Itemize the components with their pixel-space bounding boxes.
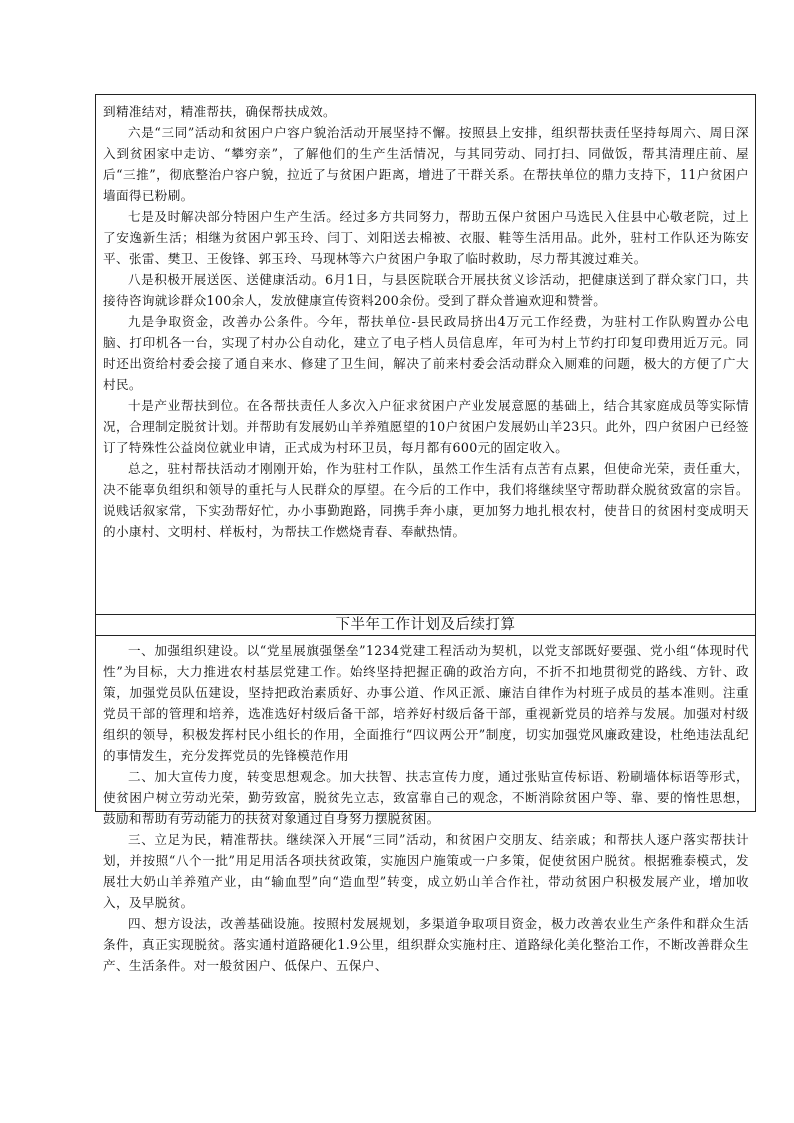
paragraph-item-9: 九是争取资金，改善办公条件。今年，帮扶单位-县民政局挤出4万元工作经费，为驻村工作队购置办公电脑、打印机各一台，实现了村办公自动化，建立了电子档人员信息库，年可为村上节约打印复印费用近万元。同时还出资给村委会接了通自来水、修建了卫生间，解决了前来村委会活动群众入厕难的问题，极大的方便了广大村民。 [103, 314, 749, 392]
paragraph-continuation: 到精准结对，精准帮扶，确保帮扶成效。 [103, 104, 336, 119]
paragraph-item-7: 七是及时解决部分特困户生产生活。经过多方共同努力，帮助五保户贫困户马选民入住县中心敬老院，过上了安逸新生活；相继为贫困户郭玉玲、闫丁、刘阳送去棉被、衣服、鞋等生活用品。此外，驻村工作队还为陈安平、张雷、樊卫、王俊锋、郭玉玲、马现林等六户贫困户争取了临时救助，尽力帮其渡过难关。 [103, 209, 749, 266]
section-heading: 下半年工作计划及后续打算 [96, 614, 755, 636]
paragraph-item-6: 六是“三同”活动和贫困户户容户貌治活动开展坚持不懈。按照县上安排，组织帮扶责任坚持每周六、周日深入到贫困家中走访、“攀穷亲”，了解他们的生产生活情况，与其同劳动、同打扫、同做饭，帮其清理庄前、屋后“三推”，彻底整治户容户貌，拉近了与贫困户距离，增进了干群关系。在帮扶单位的鼎力支持下，11户贫困户墙面得已粉刷。 [103, 125, 749, 203]
report-table [95, 94, 756, 973]
plan-item-4: 四、想方设法，改善基础设施。按照村发展规划，多渠道争取项目资金，极力改善农业生产条件和群众生活条件，真正实现脱贫。落实通村道路硬化1.9公里，组织群众实施村庄、道路绿化美化整治工作，不断改善群众生产、生活条件。对一般贫困户、低保户、五保户、 [103, 916, 749, 973]
paragraph-item-10: 十是产业帮扶到位。在各帮扶责任人多次入户征求贫困户产业发展意愿的基础上，结合其家庭成员等实际情况，合理制定脱贫计划。并帮助有发展奶山羊养殖愿望的10户贫困户发展奶山羊23只。此外，四户贫困户已经签订了特殊性公益岗位就业申请，正式成为村环卫员，每月都有600元的固定收入。 [103, 398, 749, 455]
plan-cell [96, 636, 755, 973]
plan-item-3: 三、立足为民，精准帮扶。继续深入开展“三同”活动，和贫困户交朋友、结亲戚；和帮扶人逐户落实帮扶计划，并按照“八个一批”用足用活各项扶贫政策，实施因户施策或一户多策，促使贫困户脱贫。根据雅泰模式，发展壮大奶山羊养殖产业，由“输血型”向“造血型”转变，成立奶山羊合作社，带动贫困户积极发展产业，增加收入，及早脱贫。 [103, 832, 749, 910]
plan-item-1: 一、加强组织建设。以“党星展旗强堡垒”1234党建工程活动为契机，以党支部既好要强、党小组“体现时代性”为目标，大力推进农村基层党建工作。始终坚持把握正确的政治方向，不折不扣地贯彻党的路线、方针、政策，加强党员队伍建设，坚持把政治素质好、办事公道、作风正派、廉洁自律作为村班子成员的基本准则。注重党员干部的管理和培养，选准选好村级后备干部，培养好村级后备干部，重视新党员的培养与发展。加强对村级组织的领导，积极发挥村民小组长的作用，全面推行“四议两公开”制度，切实加强党风廉政建设，杜绝违法乱纪的事情发生，充分发挥党员的先锋模范作用 [103, 643, 749, 763]
paragraph-summary: 总之，驻村帮扶活动才刚刚开始，作为驻村工作队，虽然工作生活有点苦有点累，但使命光荣，责任重大，决不能辜负组织和领导的重托与人民群众的厚望。在今后的工作中，我们将继续坚守帮助群众脱贫致富的宗旨。说贱话叙家常，下实劲帮好忙，办小事勤跑路，同携手奔小康，更加努力地扎根农村，使昔日的贫困村变成明天的小康村、文明村、样板村，为帮扶工作燃烧青春、奉献热情。 [103, 461, 749, 539]
paragraph-item-8: 八是积极开展送医、送健康活动。6月1日，与县医院联合开展扶贫义诊活动，把健康送到了群众家门口，共接待咨询就诊群众100余人，发放健康宣传资料200余份。受到了群众普遍欢迎和赞誉。 [103, 272, 749, 308]
plan-item-2: 二、加大宣传力度，转变思想观念。加大扶智、扶志宣传力度，通过张贴宣传标语、粉刷墙体标语等形式，使贫困户树立劳动光荣，勤劳致富，脱贫先立志，致富靠自己的观念，不断消除贫困户等、靠、要的惰性思想，鼓励和帮助有劳动能力的扶贫对象通过自身努力摆脱贫困。 [103, 769, 749, 826]
achievements-cell [96, 95, 755, 614]
